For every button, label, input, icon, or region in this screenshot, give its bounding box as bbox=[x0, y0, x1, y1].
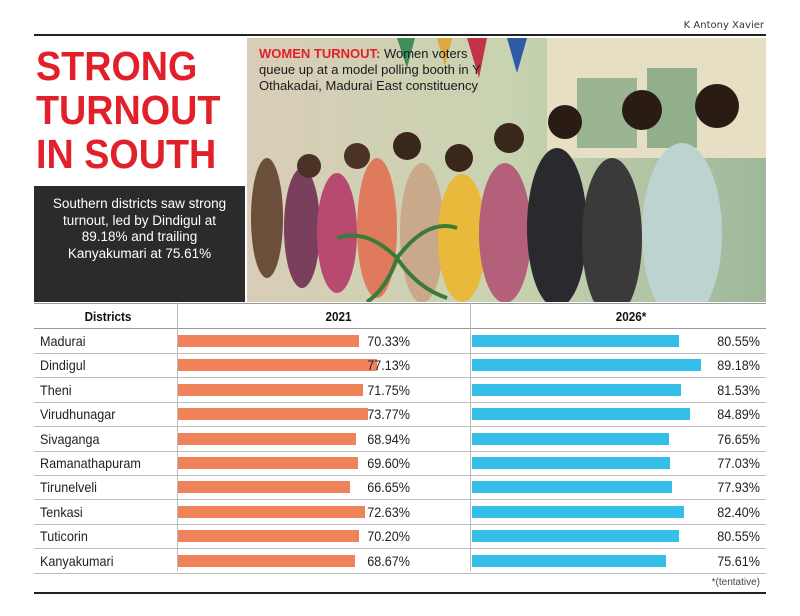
district-name: Tirunelveli bbox=[40, 479, 97, 496]
table-row bbox=[34, 524, 766, 549]
photo-caption bbox=[259, 46, 494, 94]
bottom-rule bbox=[34, 592, 766, 594]
value-label-2021: 70.33% bbox=[367, 333, 410, 349]
district-name: Madurai bbox=[40, 333, 86, 349]
bar-2026 bbox=[472, 408, 690, 420]
bar-2026 bbox=[472, 433, 669, 445]
table-row bbox=[34, 402, 766, 427]
bar-2026 bbox=[472, 530, 679, 542]
value-label-2021: 71.75% bbox=[367, 381, 410, 398]
bar-2026 bbox=[472, 335, 679, 347]
table-row bbox=[34, 353, 766, 378]
caption-text: Women voters queue up at a model polling booth in Y Othakadai, Madurai East constituency bbox=[259, 46, 481, 93]
bar-2021 bbox=[178, 481, 350, 493]
bar-2021 bbox=[178, 384, 363, 396]
voters-photo bbox=[247, 38, 766, 302]
headline-line-2: TURNOUT bbox=[36, 87, 221, 133]
district-name: Tuticorin bbox=[40, 528, 88, 545]
district-name: Ramanathapuram bbox=[40, 455, 141, 471]
bar-2021 bbox=[178, 335, 359, 347]
bar-2021 bbox=[178, 359, 377, 371]
table-row bbox=[34, 427, 766, 452]
value-label-2026: 80.55% bbox=[717, 333, 760, 349]
bar-2026 bbox=[472, 359, 701, 371]
value-label-2021: 70.20% bbox=[367, 528, 410, 545]
district-name: Theni bbox=[40, 381, 72, 398]
bar-2021 bbox=[178, 457, 358, 469]
bar-2021 bbox=[178, 408, 368, 420]
table-row bbox=[34, 378, 766, 403]
bar-2021 bbox=[178, 530, 359, 542]
value-label-2021: 72.63% bbox=[367, 503, 410, 520]
value-label-2021: 73.77% bbox=[367, 406, 410, 423]
footnote: *(tentative) bbox=[711, 577, 760, 588]
value-label-2026: 80.55% bbox=[717, 528, 760, 545]
bar-2026 bbox=[472, 457, 670, 469]
value-label-2026: 75.61% bbox=[717, 552, 760, 569]
headline-line-1: STRONG bbox=[36, 43, 198, 89]
district-name: Virudhunagar bbox=[40, 406, 116, 423]
table-row bbox=[34, 549, 766, 574]
value-label-2026: 76.65% bbox=[717, 430, 760, 447]
summary-box: Southern districts saw strong turnout, led by Dindigul at 89.18% and trailing Kanyakumari at 75.61% bbox=[34, 186, 245, 302]
value-label-2026: 89.18% bbox=[717, 357, 760, 374]
value-label-2026: 77.03% bbox=[717, 455, 760, 471]
bar-2026 bbox=[472, 506, 684, 518]
photo-credit: K Antony Xavier bbox=[683, 20, 764, 31]
bar-2021 bbox=[178, 555, 355, 567]
table-row bbox=[34, 451, 766, 476]
bar-2026 bbox=[472, 555, 666, 567]
district-name: Dindigul bbox=[40, 357, 86, 374]
value-label-2026: 84.89% bbox=[717, 406, 760, 423]
headline-line-3: IN SOUTH bbox=[36, 131, 217, 177]
header-districts: Districts bbox=[84, 309, 132, 324]
bar-2021 bbox=[178, 433, 356, 445]
column-divider bbox=[470, 303, 471, 571]
bar-2026 bbox=[472, 384, 681, 396]
caption-lead: WOMEN TURNOUT: bbox=[259, 46, 381, 61]
value-label-2026: 81.53% bbox=[717, 381, 760, 398]
top-rule bbox=[34, 34, 766, 36]
headline bbox=[36, 44, 225, 176]
bar-2021 bbox=[178, 506, 365, 518]
table-row bbox=[34, 500, 766, 525]
value-label-2021: 68.94% bbox=[367, 430, 410, 447]
value-label-2021: 66.65% bbox=[367, 479, 410, 496]
header-2026: 2026* bbox=[615, 309, 647, 324]
value-label-2021: 77.13% bbox=[367, 357, 410, 374]
value-label-2026: 82.40% bbox=[717, 503, 760, 520]
district-name: Kanyakumari bbox=[40, 552, 114, 569]
district-name: Tenkasi bbox=[40, 503, 83, 520]
district-name: Sivaganga bbox=[40, 430, 100, 447]
table-row bbox=[34, 329, 766, 354]
bar-2026 bbox=[472, 481, 672, 493]
header-2021: 2021 bbox=[325, 309, 352, 324]
value-label-2021: 69.60% bbox=[367, 455, 410, 471]
table-header bbox=[34, 303, 766, 329]
value-label-2026: 77.93% bbox=[717, 479, 760, 496]
column-divider bbox=[177, 303, 178, 571]
table-row bbox=[34, 475, 766, 500]
value-label-2021: 68.67% bbox=[367, 552, 410, 569]
